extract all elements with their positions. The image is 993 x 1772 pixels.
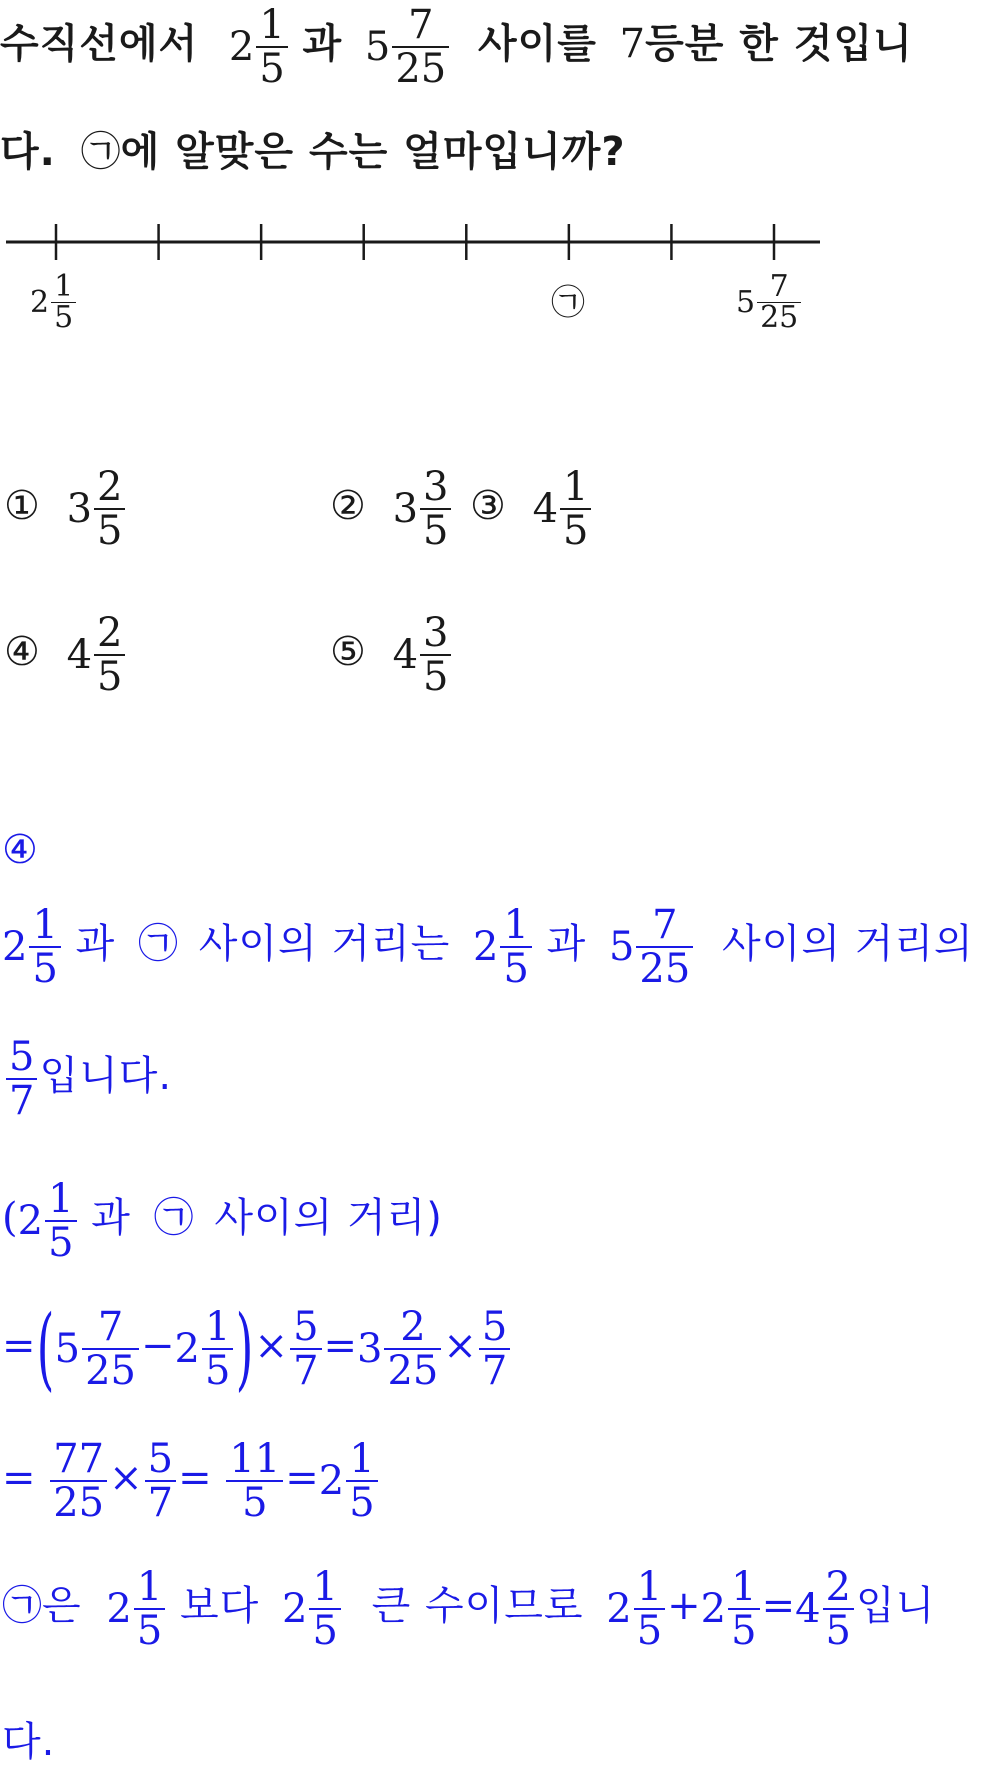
question-text: 에 알맞은 수는 얼마입니까? (120, 129, 626, 175)
numerator: 1 (728, 1566, 759, 1610)
denominator: 5 (825, 1608, 851, 1654)
denominator: 5 (349, 1480, 375, 1526)
denominator: 25 (85, 1348, 136, 1394)
fraction (51, 269, 76, 335)
fraction (94, 466, 125, 552)
denominator: 5 (423, 508, 449, 554)
fraction (226, 1438, 283, 1524)
denominator: 5 (54, 300, 74, 335)
fraction (256, 4, 287, 90)
fraction (82, 1306, 139, 1392)
question-text: 수직선에서 (0, 21, 199, 67)
mixed-whole: 2 (228, 24, 255, 70)
solution-text: 은 (42, 1583, 82, 1629)
choice-mark: ⑤ (330, 629, 366, 675)
denominator: 5 (563, 508, 589, 554)
mixed-whole: 2 (106, 1586, 132, 1632)
circle-giyeok-icon: ㉠ (153, 1195, 194, 1241)
denominator: 25 (639, 946, 691, 992)
numerator: 1 (51, 272, 76, 303)
times-sign: × (109, 1455, 143, 1501)
fraction (45, 1178, 76, 1264)
choice-mark: ③ (470, 483, 506, 529)
denominator: 5 (136, 1608, 163, 1654)
fraction (202, 1306, 233, 1392)
numerator: 7 (82, 1306, 139, 1350)
numerator: 7 (636, 904, 693, 948)
solution-text: 입니다. (39, 1053, 173, 1099)
mixed-whole: 2 (472, 924, 499, 970)
left-paren: ( (36, 1296, 54, 1401)
denominator: 7 (481, 1348, 508, 1394)
fraction (6, 1036, 37, 1122)
mixed-whole: 2 (17, 1198, 44, 1244)
mixed-whole: 2 (318, 1458, 345, 1504)
denominator: 5 (259, 46, 285, 92)
mixed-whole: 4 (392, 632, 419, 678)
circle-giyeok-icon: ㉠ (80, 129, 121, 175)
solution-text: 과 (546, 921, 587, 967)
solution-answer (2, 827, 38, 873)
equals-sign: = (2, 1455, 36, 1501)
equals-sign: = (323, 1323, 358, 1369)
mixed-whole: 5 (736, 285, 756, 320)
fraction (420, 466, 451, 552)
numerator: 3 (420, 466, 451, 510)
denominator: 25 (53, 1480, 105, 1526)
solution-line-2 (4, 1036, 172, 1122)
solution-line-5 (2, 1438, 380, 1524)
numerator: 2 (384, 1306, 441, 1350)
denominator: 7 (293, 1348, 319, 1394)
equals-sign: = (285, 1455, 319, 1501)
times-sign: × (443, 1323, 477, 1369)
numerator: 77 (50, 1438, 107, 1482)
solution-line-7 (2, 1719, 56, 1765)
mixed-whole: 2 (30, 285, 50, 320)
question-line-1 (0, 4, 913, 90)
numerator: 7 (757, 272, 801, 303)
fraction (479, 1306, 510, 1392)
question-text: 사이를 (477, 21, 597, 67)
numerator: 1 (500, 904, 531, 948)
solution-text: 사이의 거리) (214, 1195, 443, 1241)
plus-sign: + (667, 1583, 701, 1629)
circle-giyeok-icon: ㉠ (137, 921, 178, 967)
denominator: 5 (97, 508, 123, 554)
numerator: 1 (560, 466, 591, 510)
mixed-whole: 5 (364, 24, 391, 70)
fraction (346, 1438, 377, 1524)
mixed-whole: 5 (54, 1326, 81, 1372)
solution-line-1 (2, 904, 974, 990)
mixed-whole: 2 (281, 1586, 308, 1632)
denominator: 25 (395, 46, 447, 92)
denominator: 7 (147, 1480, 174, 1526)
fraction (134, 1566, 165, 1652)
answer-mark: ④ (2, 827, 38, 873)
denominator: 5 (48, 1220, 74, 1266)
solution-text: 다. (2, 1719, 56, 1765)
equals-sign: = (178, 1455, 212, 1501)
fraction (757, 269, 801, 335)
solution-line-3 (2, 1178, 443, 1264)
numerator: 11 (226, 1438, 283, 1482)
numerator: 5 (290, 1306, 321, 1350)
denominator: 7 (9, 1078, 35, 1124)
numerator: 5 (145, 1438, 176, 1482)
number-line-right-label (736, 269, 803, 335)
minus-sign: − (141, 1323, 175, 1369)
fraction (500, 904, 531, 990)
choice-4[interactable] (4, 612, 127, 698)
number-line-left-label (30, 269, 78, 335)
mixed-whole: 2 (700, 1586, 727, 1632)
denominator: 5 (32, 946, 58, 992)
equals-sign: = (761, 1583, 796, 1629)
mixed-whole: 5 (608, 924, 635, 970)
fraction (636, 904, 693, 990)
solution-text: 과 (91, 1195, 131, 1241)
fraction (384, 1306, 441, 1392)
numerator: 3 (420, 612, 451, 656)
choice-3[interactable] (470, 466, 593, 552)
denominator: 5 (636, 1608, 663, 1654)
mixed-whole: 2 (606, 1586, 632, 1632)
numerator: 1 (256, 4, 287, 48)
right-paren: ) (236, 1296, 254, 1401)
numerator: 5 (6, 1036, 37, 1080)
numerator: 1 (309, 1566, 340, 1610)
circle-giyeok-icon: ㉠ (2, 1583, 42, 1629)
fraction (290, 1306, 321, 1392)
numerator: 1 (346, 1438, 377, 1482)
fraction (50, 1438, 107, 1524)
denominator: 5 (204, 1348, 231, 1394)
fraction (823, 1566, 854, 1652)
open-paren: ( (2, 1195, 18, 1241)
question-line-2 (0, 129, 626, 175)
fraction (634, 1566, 665, 1652)
mixed-whole: 3 (357, 1326, 383, 1372)
denominator: 5 (503, 946, 529, 992)
denominator: 5 (242, 1480, 268, 1526)
solution-text: 보다 (179, 1583, 260, 1629)
equals-sign: = (2, 1323, 36, 1369)
denominator: 25 (760, 300, 799, 335)
times-sign: × (254, 1323, 289, 1369)
fraction (728, 1566, 759, 1652)
denominator: 5 (423, 654, 449, 700)
numerator: 1 (202, 1306, 233, 1350)
division-count: 7 (619, 21, 646, 67)
denominator: 5 (312, 1608, 338, 1654)
number-line-mark-label: ㉠ (551, 283, 585, 323)
fraction (94, 612, 125, 698)
choice-2[interactable] (330, 466, 453, 552)
numerator: 1 (45, 1178, 76, 1222)
fraction (29, 904, 60, 990)
numerator: 2 (94, 612, 125, 656)
question-text: 등분 한 것입니 (645, 21, 913, 67)
choice-5[interactable] (330, 612, 453, 698)
choice-mark: ④ (4, 629, 40, 675)
numerator: 1 (634, 1566, 665, 1610)
fraction (560, 466, 591, 552)
solution-text: 입니 (856, 1583, 936, 1629)
solution-line-4 (2, 1296, 512, 1401)
mixed-whole: 4 (66, 632, 93, 678)
denominator: 5 (97, 654, 123, 700)
number-line (0, 210, 993, 350)
denominator: 25 (387, 1348, 439, 1394)
numerator: 1 (29, 904, 60, 948)
mixed-whole: 3 (66, 486, 93, 532)
solution-text: 과 (75, 921, 116, 967)
numerator: 5 (479, 1306, 510, 1350)
fraction (309, 1566, 340, 1652)
solution-text: 큰 수이므로 (371, 1583, 584, 1629)
mixed-whole: 4 (532, 486, 559, 532)
numerator: 2 (823, 1566, 854, 1610)
fraction (392, 4, 449, 90)
mixed-whole: 4 (795, 1586, 821, 1632)
question-text: 과 (302, 21, 343, 67)
choice-1[interactable] (4, 466, 127, 552)
choice-mark: ② (330, 483, 366, 529)
numerator: 1 (134, 1566, 165, 1610)
mixed-whole: 3 (392, 486, 419, 532)
question-text: 다. (0, 129, 56, 175)
fraction (145, 1438, 176, 1524)
numerator: 7 (392, 4, 449, 48)
fraction (420, 612, 451, 698)
solution-line-6 (2, 1566, 935, 1652)
denominator: 5 (731, 1608, 757, 1654)
solution-text: 사이의 거리의 (722, 921, 974, 967)
mixed-whole: 2 (174, 1326, 200, 1372)
choice-mark: ① (4, 483, 40, 529)
solution-text: 사이의 거리는 (198, 921, 451, 967)
numerator: 2 (94, 466, 125, 510)
mixed-whole: 2 (2, 924, 28, 970)
